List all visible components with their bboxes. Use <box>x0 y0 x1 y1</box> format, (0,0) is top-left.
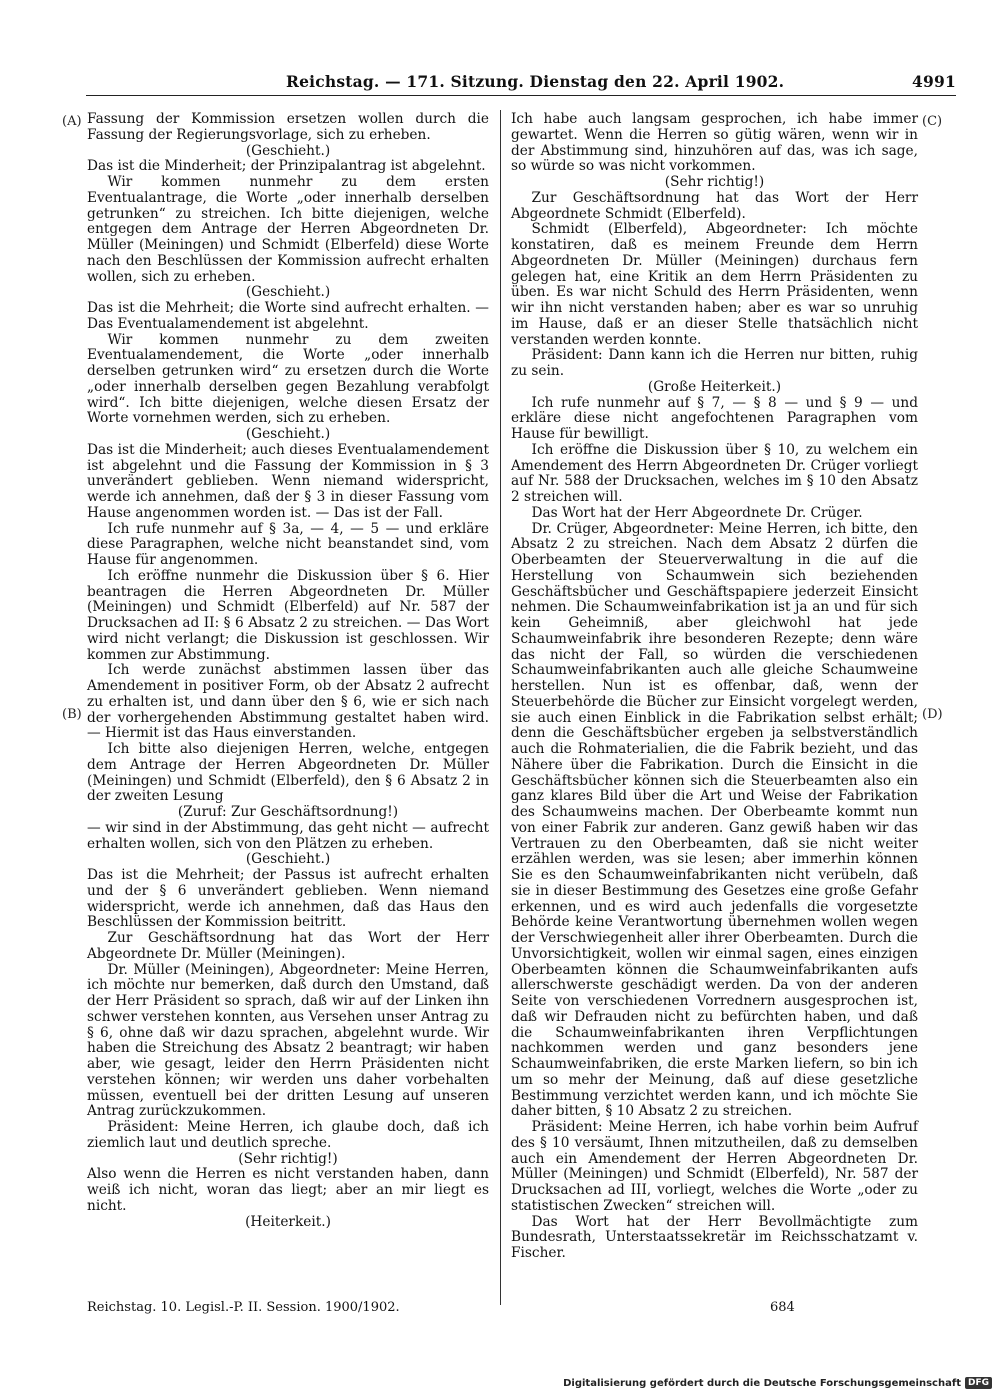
stage-direction: (Zuruf: Zur Geschäftsordnung!) <box>177 804 399 820</box>
paragraph: — wir sind in der Abstimmung, das geht nicht — aufrecht erhalten wollen, sich von den Plätzen zu erheben. <box>87 819 489 852</box>
column-divider <box>500 110 501 1305</box>
stage-direction: (Geschieht.) <box>245 426 331 442</box>
footer-signature: 684 <box>770 1300 795 1315</box>
paragraph: Präsident: Meine Herren, ich habe vorhin beim Aufruf des § 10 versäumt, Ihnen mitzutheilen, daß zu demselben auch ein Amendement der Herren Abgeordneten Dr. Müller (Meiningen) und Schmidt (Elberfeld), Nr. 587 der Drucksachen ad III, vorliegt, welches die Worte „oder zu statistischen Zwecken“ streichen will. <box>511 1119 918 1214</box>
stage-direction: (Geschieht.) <box>245 851 331 868</box>
paragraph: Das ist die Minderheit; auch dieses Eventualamendement ist abgelehnt und die Fassung der Kommission in § 3 unverändert geblieben. Wenn niemand widerspricht, werde ich annehmen, daß der § 3 in dieser Fassung vom Hause angenommen worden ist. — Das ist der Fall. <box>87 441 489 521</box>
dfg-credit <box>563 1377 992 1389</box>
paragraph: Dr. Crüger, Abgeordneter: Meine Herren, ich bitte, den Absatz 2 zu streichen. Nach dem Absatz 2 dürfen die Oberbeamten der Steuerverwaltung in die auf die Herstellung von Schaumwein sich beziehenden Geschäftsbücher und Geschäftspapiere jederzeit Einsicht nehmen. Die Schaumweinfabrikation ist ja an und für sich kein Geheimniß, aber gleichwohl hat jede Schaumweinfabrik ihre besonderen Rezepte; denn wäre das nicht der Fall, so würden die verschiedenen Schaumweinfabrikanten auch alle gleiche Schaumweine herstellen. Nun ist es offenbar, daß, wenn der Steuerbehörde die Bücher zur Einsicht vorgelegt werden, sie auch einen Einblick in die Fabrikation selbst erhält; denn die Geschäftsbücher ergeben ja selbstverständlich auch die Rohmaterialien, die die Fabrik bezieht, und das Nähere über die Fabrikation. Durch die Einsicht in die Geschäftsbücher können sich die Steuerbeamten also ein ganz klares Bild über die Art und Weise der Fabrikation des Schaumweins machen. Der Oberbeamte kommt nun von einer Fabrik zur anderen. Ganz gewiß haben wir das Vertrauen zu den Oberbeamten, daß sie nicht weiter erzählen werden, was sie lesen; aber immerhin können Sie es den Schaumweinfabrikanten nicht verübeln, daß sie in dieser Bestimmung des Gesetzes eine große Gefahr erkennen, und es wird auch jedenfalls die vorgesetzte Behörde keine Verantwortung übernehmen wollen wegen der Verschwiegenheit aller ihrer Oberbeamten. Durch die Unvorsichtigkeit, wollen wir einmal sagen, eines einzigen Oberbeamten können die Schaumweinfabrikanten aufs allerschwerste geschädigt werden. Da von der anderen Seite von verschiedenen Vorrednern ausgesprochen ist, daß wir Defrauden nicht zu befürchten haben, und daß die Schaumweinfabrikanten ihren Verpflichtungen nachkommen werden und ganz besonders jene Schaumweinfabriken, die erste Marken liefern, so bin ich um so mehr der Meinung, daß auf diese gesetzliche Bestimmung verzichtet werden kann, und ich möchte Sie daher bitten, § 10 Absatz 2 zu streichen. <box>511 520 918 1120</box>
left-column <box>87 112 489 1230</box>
paragraph: Präsident: Dann kann ich die Herren nur bitten, ruhig zu sein. <box>511 347 918 379</box>
margin-marker-c: (C) <box>922 114 943 129</box>
paragraph: Schmidt (Elberfeld), Abgeordneter: Ich möchte konstatiren, daß es meinem Freunde dem Herrn Abgeordneten Dr. Müller (Meiningen) durchaus fern gelegen hat, eine Kritik an dem Herrn Präsidenten zu üben. Es war nicht Schuld des Herrn Präsidenten, wenn wir ihn nicht verstanden haben; aber es war so unruhig im Hause, daß er an dieser Stelle thatsächlich nicht verstanden werden konnte. <box>511 221 918 348</box>
paragraph: Also wenn die Herren es nicht verstanden haben, dann weiß ich nicht, woran das liegt; aber an mir liegt es nicht. <box>87 1166 489 1214</box>
margin-marker-d: (D) <box>922 707 943 722</box>
credit-text: Digitalisierung gefördert durch die Deutsche Forschungsgemeinschaft <box>563 1377 961 1389</box>
paragraph: Wir kommen nunmehr zu dem zweiten Eventualamendement, die Worte „oder innerhalb derselben getrunken wird“ zu ersetzen durch die Worte „oder innerhalb derselben gegen Bezahlung verabfolgt wird“. Ich bitte diejenigen, welche diesen Ersatz der Worte vornehmen werden, sich zu erheben. <box>87 331 489 427</box>
paragraph: Das ist die Mehrheit; die Worte sind aufrecht erhalten. — Das Eventualamendement ist abgelehnt. <box>87 300 489 332</box>
paragraph: Das Wort hat der Herr Abgeordnete Dr. Crüger. <box>531 504 863 521</box>
paragraph: Zur Geschäftsordnung hat das Wort der Herr Abgeordnete Dr. Müller (Meiningen). <box>87 930 489 962</box>
stage-direction: (Geschieht.) <box>245 284 331 301</box>
stage-direction: (Geschieht.) <box>245 142 331 159</box>
stage-direction: (Große Heiterkeit.) <box>647 378 782 395</box>
paragraph: Ich rufe nunmehr auf § 7, — § 8 — und § 9 — und erkläre diese nicht angefochtenen Paragraphen vom Hause für bewilligt. <box>511 394 918 442</box>
paragraph: Das ist die Mehrheit; der Passus ist aufrecht erhalten und der § 6 unverändert geblieben. Wenn niemand widerspricht, werde ich annehmen, daß das Haus den Beschlüssen der Kommission beitritt. <box>87 867 489 931</box>
stage-direction: (Sehr richtig!) <box>238 1150 338 1167</box>
paragraph: Wir kommen nunmehr zu dem ersten Eventualantrage, die Worte „oder innerhalb derselben getrunken“ zu streichen. Ich bitte diejenigen, welche entgegen dem Antrage der Herren Abgeordneten Dr. Müller (Meiningen) und Schmidt (Elberfeld) diese Worte nach den Beschlüssen der Kommission aufrecht erhalten wollen, sich zu erheben. <box>87 174 489 285</box>
stage-direction: (Sehr richtig!) <box>664 174 765 190</box>
margin-marker-b: (B) <box>62 707 82 722</box>
paragraph: Ich habe auch langsam gesprochen, ich habe immer gewartet. Wenn die Herren so gütig wären, wenn wir in der Abstimmung sind, hinzuhören auf das, was ich sage, so würde so was nicht vorkommen. <box>511 111 918 175</box>
paragraph: Ich eröffne nunmehr die Diskussion über § 6. Hier beantragen die Herren Abgeordneten Dr. Müller (Meiningen) und Schmidt (Elberfeld) auf Nr. 587 der Drucksachen ad II: § 6 Absatz 2 zu streichen. — Das Wort wird nicht verlangt; die Diskussion ist geschlossen. Wir kommen zur Abstimmung. <box>87 567 489 663</box>
stage-direction: (Heiterkeit.) <box>245 1213 331 1230</box>
paragraph: Ich werde zunächst abstimmen lassen über das Amendement in positiver Form, ob der Absatz 2 aufrecht zu erhalten ist, und dann über den § 6, wie er sich nach der vorhergehenden Abstimmung gestaltet haben wird. — Hiermit ist das Haus einverstanden. <box>87 662 489 742</box>
paragraph: Präsident: Meine Herren, ich glaube doch, daß ich ziemlich laut und deutlich spreche. <box>87 1119 489 1151</box>
page-header <box>86 70 956 94</box>
paragraph: Ich rufe nunmehr auf § 3a, — 4, — 5 — und erkläre diese Paragraphen, welche nicht beanstandet sind, vom Hause für angenommen. <box>87 520 489 568</box>
running-title: Reichstag. — 171. Sitzung. Dienstag den 22. April 1902. <box>286 72 785 91</box>
dfg-logo-icon: DFG <box>965 1377 992 1389</box>
page-number: 4991 <box>912 72 956 91</box>
paragraph: Dr. Müller (Meiningen), Abgeordneter: Meine Herren, ich möchte nur bemerken, daß durch den Umstand, daß der Herr Präsident so sprach, daß wir auf der Linken ihn schwer verstehen konnten, aus Versehen unser Antrag zu § 6, ohne daß wir dazu sprachen, abgelehnt wurde. Wir haben die Streichung des Absatz 2 beantragt; wir haben aber, wie gesagt, leider den Herrn Präsidenten nicht verstehen können; wir werden uns daher vorbehalten müssen, eventuell bei der dritten Lesung auf unseren Antrag zurückzukommen. <box>87 961 489 1120</box>
paragraph: Das ist die Minderheit; der Prinzipalantrag ist abgelehnt. <box>87 158 486 175</box>
paragraph: Ich eröffne die Diskussion über § 10, zu welchem ein Amendement des Herrn Abgeordneten Dr. Crüger vorliegt auf Nr. 588 der Drucksachen, welches im § 10 den Absatz 2 streichen will. <box>511 441 918 505</box>
footer-imprint: Reichstag. 10. Legisl.-P. II. Session. 1900/1902. <box>87 1300 400 1315</box>
right-column <box>511 112 918 1262</box>
paragraph: Zur Geschäftsordnung hat das Wort der Herr Abgeordnete Schmidt (Elberfeld). <box>511 189 918 222</box>
paragraph: Fassung der Kommission ersetzen wollen durch die Fassung der Regierungsvorlage, sich zu erheben. <box>87 111 489 143</box>
paragraph: Ich bitte also diejenigen Herren, welche, entgegen dem Antrage der Herren Abgeordneten Dr. Müller (Meiningen) und Schmidt (Elberfeld), den § 6 Absatz 2 in der zweiten Lesung <box>87 741 489 805</box>
paragraph: Das Wort hat der Herr Bevollmächtigte zum Bundesrath, Unterstaatssekretär im Reichsschatzamt v. Fischer. <box>511 1213 918 1261</box>
header-rule <box>86 95 956 96</box>
margin-marker-a: (A) <box>62 114 82 129</box>
